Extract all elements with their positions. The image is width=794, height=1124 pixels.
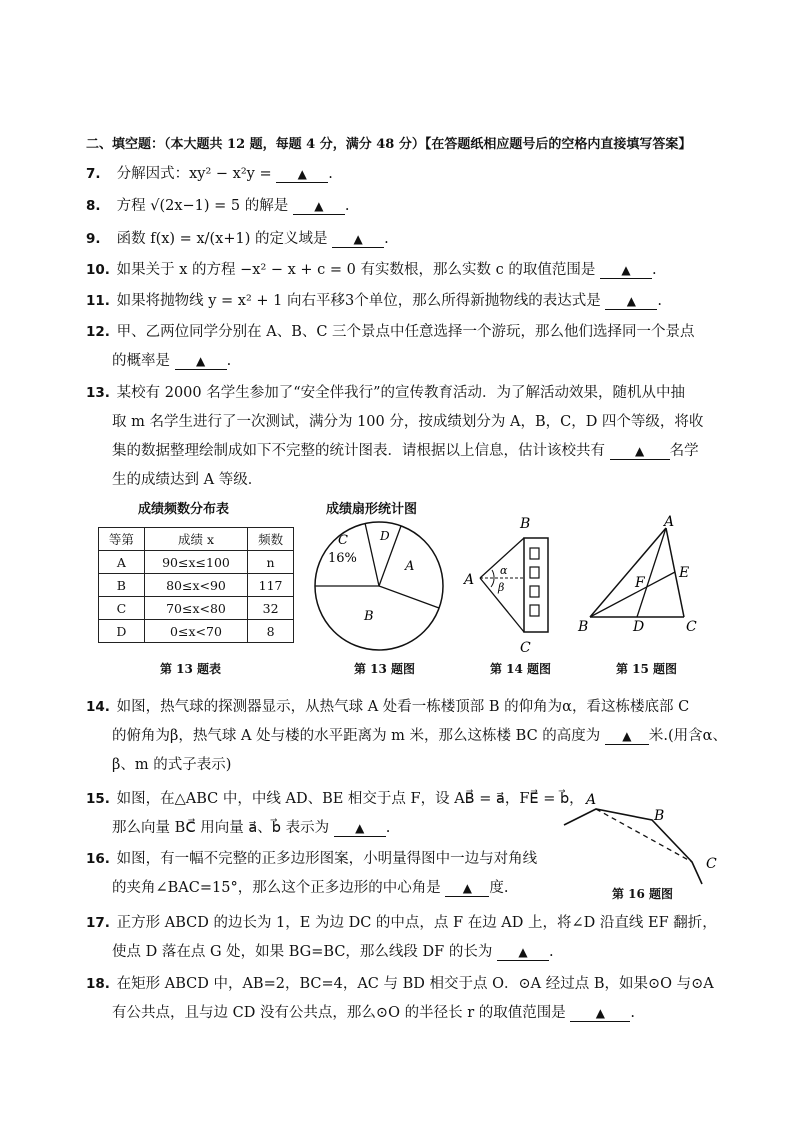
question-10: 10. 如果关于 x 的方程 −x² − x + c = 0 有实数根，那么实数 c 的取值范围是 ▲ . (86, 262, 657, 278)
pie-label-c: C (338, 533, 348, 548)
building-outline (524, 538, 548, 632)
pie-caption: 第 13 题图 (354, 662, 416, 676)
fig15-label-a: A (664, 514, 675, 530)
question-7: 7. 分解因式：xy² − x²y = ▲ . (86, 166, 333, 182)
polygon-edges (564, 809, 702, 884)
fig16-caption: 第 16 题图 (612, 887, 674, 901)
fig15-label-e: E (679, 565, 690, 581)
building-window (530, 548, 539, 559)
building-window (530, 586, 539, 597)
freq-table-title: 成绩频数分布表 (138, 502, 230, 517)
question-12-line2: 的概率是 ▲ . (112, 353, 232, 369)
answer-blank[interactable]: ▲ (293, 198, 345, 215)
header-cell: 等第 (99, 528, 145, 551)
question-9: 9. 函数 f(x) = x/(x+1) 的定义域是 ▲ . (86, 231, 389, 247)
building-window (530, 605, 539, 616)
figure-15 (574, 514, 704, 656)
question-18 (86, 972, 714, 993)
answer-blank[interactable]: ▲ (445, 880, 489, 897)
header-cell: 频数 (248, 528, 294, 551)
pie-label-d: D (380, 529, 390, 543)
table-row: B 80≤x<90 117 (99, 574, 294, 597)
question-16-line2: 的夹角∠BAC=15°，那么这个正多边形的中心角是 ▲ 度. (112, 880, 509, 896)
question-text: 方程 √(2x−1) = 5 的解是 (116, 198, 289, 214)
question-number: 12. (86, 324, 110, 340)
question-15-line2: 那么向量 BC⃗ 用向量 a⃗、b⃗ 表示为 ▲ . (112, 820, 391, 836)
fig14-label-a: A (464, 572, 475, 588)
question-number: 16. (86, 851, 110, 867)
answer-blank[interactable]: ▲ (605, 293, 657, 310)
fig16-label-b: B (654, 808, 665, 824)
fig14-beta: β (498, 581, 505, 594)
question-18-line2: 有公共点，且与边 CD 没有公共点，那么⊙O 的半径长 r 的取值范围是 ▲ . (112, 1005, 635, 1021)
header-cell: 成绩 x (144, 528, 247, 551)
question-text: 函数 f(x) = x/(x+1) 的定义域是 (116, 231, 328, 247)
question-text: 某校有 2000 名学生参加了“安全伴我行”的宣传教育活动．为了解活动效果，随机从中抽 (116, 385, 686, 401)
question-text: 如图，有一幅不完整的正多边形图案，小明量得图中一边与对角线 (116, 851, 538, 867)
freq-table (98, 527, 294, 643)
building-window (530, 567, 539, 578)
pie-label-a: A (405, 559, 415, 574)
table-row: D 0≤x<70 8 (99, 620, 294, 643)
answer-blank[interactable]: ▲ (497, 944, 549, 961)
fig14-caption: 第 14 题图 (490, 662, 552, 676)
fig15-label-c: C (686, 619, 697, 635)
median-be (590, 572, 675, 617)
answer-blank[interactable]: ▲ (600, 262, 652, 279)
question-15 (86, 787, 584, 808)
fig15-label-d: D (633, 619, 645, 635)
median-ad (637, 528, 666, 617)
question-number: 13. (86, 385, 110, 401)
question-text: 分解因式：xy² − x²y = (116, 166, 272, 182)
fig15-label-f: F (635, 575, 645, 591)
question-14 (86, 695, 689, 716)
diagonal-ac (596, 809, 692, 862)
question-17-line2: 使点 D 落在点 G 处，如果 BG=BC，那么线段 DF 的长为 ▲ . (112, 944, 554, 960)
question-text: 如果将抛物线 y = x² + 1 向右平移3个单位，那么所得新抛物线的表达式是 (116, 293, 601, 309)
side-ab (590, 528, 666, 617)
pie-divider-ab (379, 586, 439, 608)
table-row: A 90≤x≤100 n (99, 551, 294, 574)
question-16 (86, 847, 537, 868)
fig14-label-b: B (520, 516, 531, 532)
question-text: 甲、乙两位同学分别在 A、B、C 三个景点中任意选择一个游玩，那么他们选择同一个景点 (116, 324, 695, 340)
question-13 (86, 381, 685, 402)
question-text: 在矩形 ABCD 中，AB=2，BC=4，AC 与 BD 相交于点 O．⊙A 经过点 B，如果⊙O 与⊙A (116, 976, 714, 992)
question-13-line2: 取 m 名学生进行了一次测试，满分为 100 分，按成绩划分为 A，B，C，D 四个等级，将收 (112, 414, 704, 430)
question-14-line2: 的俯角为β，热气球 A 处与楼的水平距离为 m 米，那么这栋楼 BC 的高度为 ▲ 米.(用含α、 (112, 728, 727, 744)
table-row: C 70≤x<80 32 (99, 597, 294, 620)
answer-blank[interactable]: ▲ (276, 166, 328, 183)
question-number: 7. (86, 166, 101, 182)
pie-title: 成绩扇形统计图 (326, 502, 418, 517)
fig15-caption: 第 15 题图 (616, 662, 678, 676)
question-13-line3: 集的数据整理绘制成如下不完整的统计图表．请根据以上信息，估计该校共有 ▲ 名学 (112, 443, 699, 459)
table-header-row (99, 528, 294, 551)
answer-blank[interactable]: ▲ (175, 353, 227, 370)
answer-blank[interactable]: ▲ (610, 443, 670, 460)
question-13-line4: 生的成绩达到 A 等级． (112, 472, 263, 488)
question-text: 正方形 ABCD 的边长为 1，E 为边 DC 的中点，点 F 在边 AD 上，将∠D 沿直线 EF 翻折， (116, 915, 717, 931)
pie-divider-cd (365, 523, 379, 586)
question-number: 15. (86, 791, 110, 807)
pie-chart (308, 520, 454, 656)
question-12 (86, 320, 695, 341)
pie-label-b: B (364, 609, 374, 624)
question-number: 11. (86, 293, 110, 309)
answer-blank[interactable]: ▲ (605, 728, 649, 745)
question-number: 17. (86, 915, 110, 931)
fig14-label-c: C (520, 640, 531, 656)
answer-blank[interactable]: ▲ (332, 231, 384, 248)
question-number: 18. (86, 976, 110, 992)
question-11: 11. 如果将抛物线 y = x² + 1 向右平移3个单位，那么所得新抛物线的表达式是 ▲ . (86, 293, 662, 309)
fig16-label-a: A (586, 792, 597, 808)
section-header: 二、填空题：（本大题共 12 题，每题 4 分，满分 48 分）【在答题纸相应题号后的空格内直接填写答案】 (86, 137, 692, 152)
question-number: 14. (86, 699, 110, 715)
figure-16 (560, 790, 730, 890)
question-17 (86, 911, 717, 932)
question-14-line3: β、m 的式子表示) (112, 757, 232, 773)
question-number: 9. (86, 231, 101, 247)
fig15-label-b: B (578, 619, 589, 635)
question-number: 10. (86, 262, 110, 278)
question-text: 如图，热气球的探测器显示，从热气球 A 处看一栋楼顶部 B 的仰角为α，看这栋楼底部 C (116, 699, 690, 715)
answer-blank[interactable]: ▲ (334, 820, 386, 837)
answer-blank[interactable]: ▲ (570, 1005, 630, 1022)
fig16-label-c: C (706, 856, 717, 872)
question-text: 如图，在△ABC 中，中线 AD、BE 相交于点 F，设 AB⃗ = a⃗，FE⃗ = b⃗， (116, 791, 584, 807)
freq-table-caption: 第 13 题表 (160, 662, 222, 676)
question-number: 8. (86, 198, 101, 214)
figure-14 (462, 514, 564, 656)
question-text: 如果关于 x 的方程 −x² − x + c = 0 有实数根，那么实数 c 的取值范围是 (116, 262, 596, 278)
pie-label-c-percent: 16% (328, 551, 357, 566)
question-8: 8. 方程 √(2x−1) = 5 的解是 ▲ . (86, 198, 350, 214)
fig14-alpha: α (500, 564, 508, 577)
